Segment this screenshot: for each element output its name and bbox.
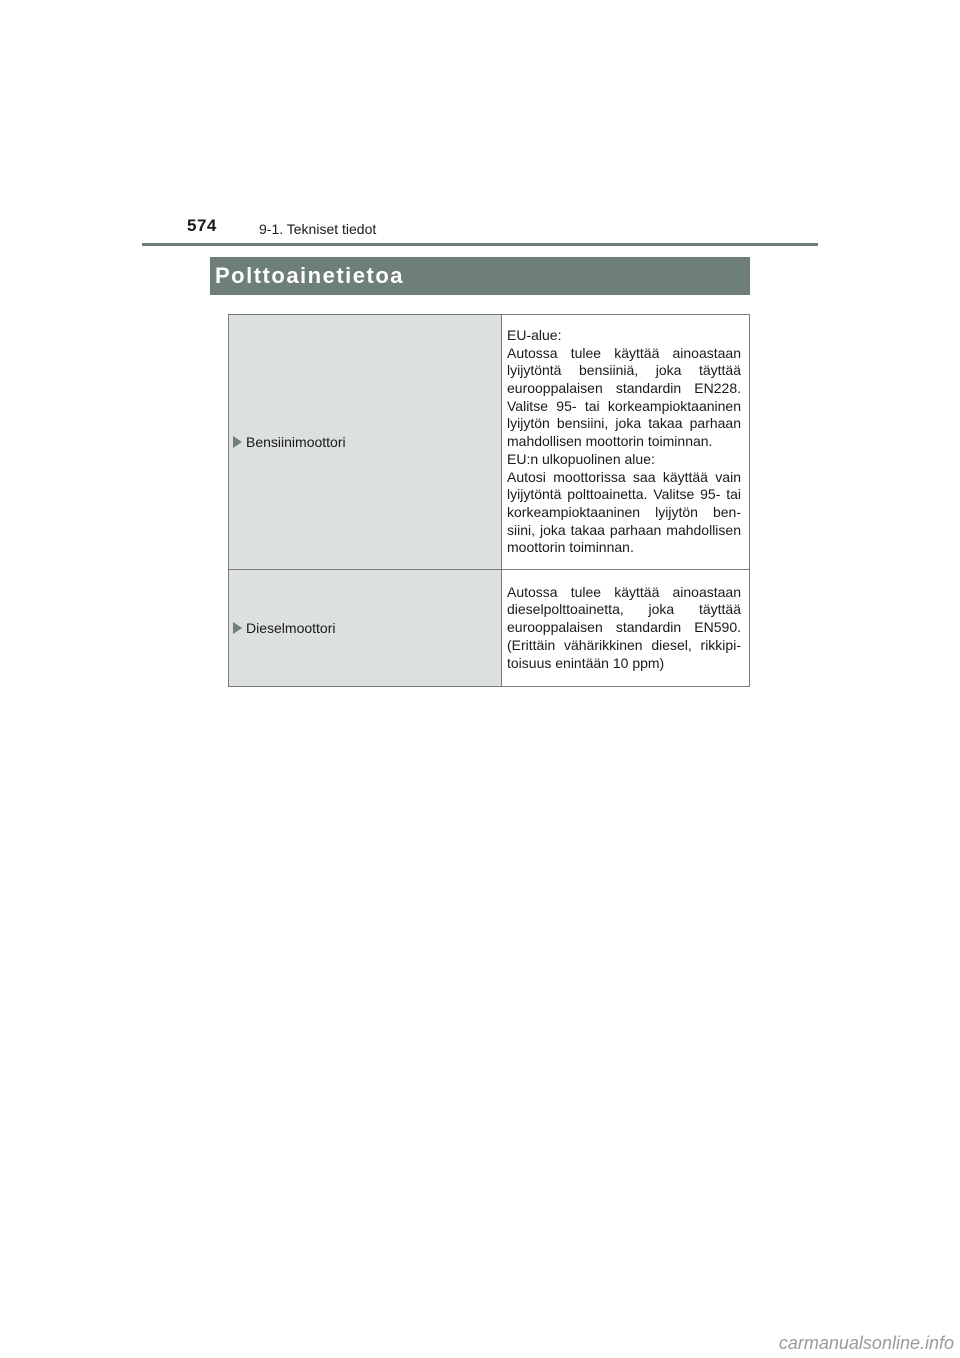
description-paragraph: Autossa tulee käyttää ainoastaan dieselpolttoainetta, joka täyttää eurooppalaisen standardin EN590. (Erittäin vähärikkinen diesel, rikkipitoisuus enintään 10 ppm) (507, 583, 741, 671)
row-label: Dieselmoottori (246, 620, 336, 636)
description-paragraph: Autosi moottorissa saa käyttää vain lyijytöntä polttoainetta. Valitse 95- tai korkeampioktaaninen lyijytön bensiini, joka takaa parhaan mahdollisen moottorin toiminnan. (507, 468, 741, 556)
watermark: carmanualsonline.info (778, 1333, 954, 1353)
row-label-cell (229, 315, 502, 570)
header-divider (142, 243, 818, 246)
fuel-info-table (228, 314, 750, 687)
table-row-petrol (229, 315, 750, 570)
section-header (210, 257, 750, 295)
row-label-cell (229, 570, 502, 687)
triangle-right-icon (233, 622, 242, 634)
breadcrumb: 9-1. Tekniset tiedot (259, 221, 377, 237)
row-description-cell (502, 570, 750, 687)
triangle-right-icon (233, 436, 242, 448)
row-description-cell (502, 315, 750, 570)
table-row-diesel (229, 570, 750, 687)
page-number: 574 (187, 216, 217, 235)
section-title: Polttoainetietoa (215, 263, 405, 288)
row-label: Bensiinimoottori (246, 434, 346, 450)
description-paragraph: Autossa tulee käyttää ainoastaan lyijytöntä bensiiniä, joka täyttää eurooppalaisen standardin EN228. Valitse 95- tai korkeampioktaaninen lyijytön bensiini, joka takaa parhaan mahdollisen moottorin toiminnan. (507, 344, 741, 450)
region-heading-non-eu: EU:n ulkopuolinen alue: (507, 450, 655, 467)
region-heading-eu: EU-alue: (507, 326, 562, 343)
